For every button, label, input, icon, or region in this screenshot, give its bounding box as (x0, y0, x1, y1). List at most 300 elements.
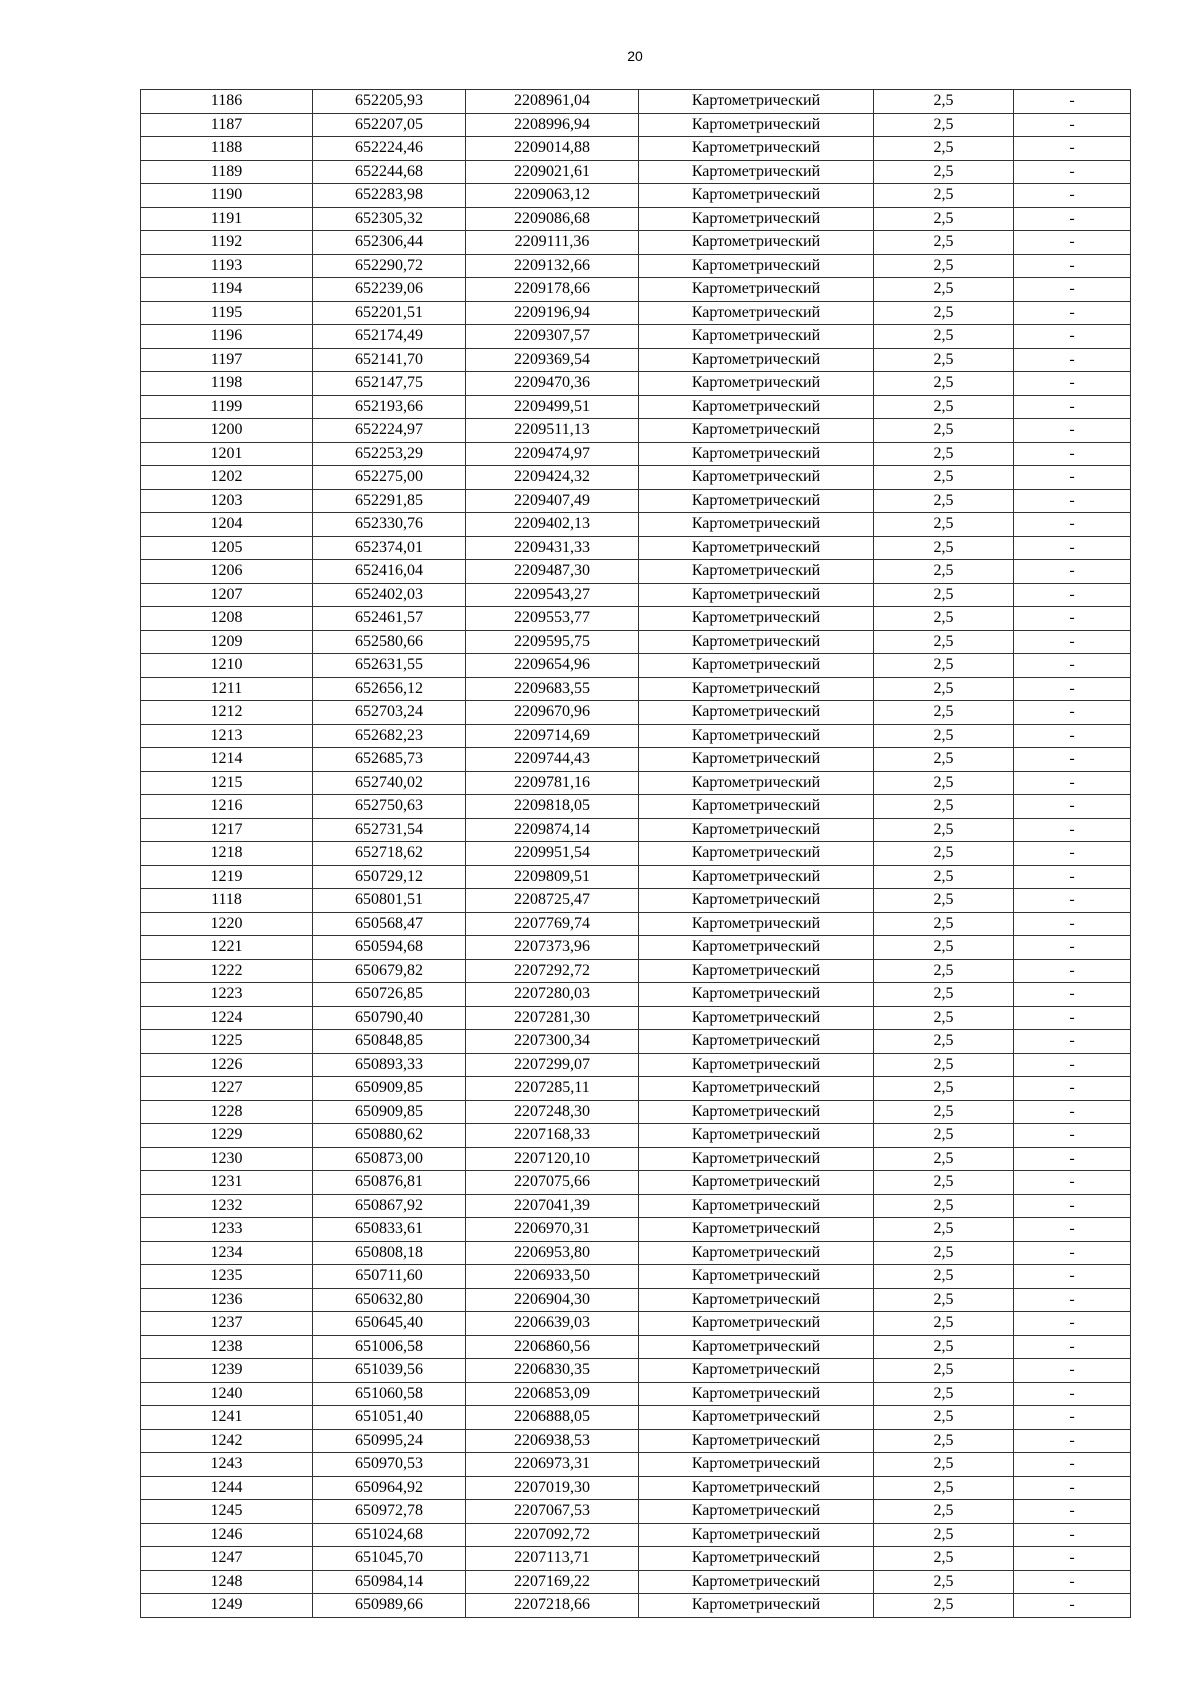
accuracy-cell: 2,5 (874, 983, 1014, 1007)
table-row (141, 325, 1131, 349)
point-number-cell: 1213 (141, 724, 313, 748)
accuracy-cell: 2,5 (874, 395, 1014, 419)
table-row (141, 936, 1131, 960)
y-coordinate-cell: 2209714,69 (466, 724, 639, 748)
method-cell: Картометрический (639, 1288, 874, 1312)
method-cell: Картометрический (639, 842, 874, 866)
description-cell: - (1014, 560, 1131, 584)
point-number-cell: 1206 (141, 560, 313, 584)
accuracy-cell: 2,5 (874, 1006, 1014, 1030)
table-row (141, 1500, 1131, 1524)
table-row (141, 442, 1131, 466)
accuracy-cell: 2,5 (874, 677, 1014, 701)
y-coordinate-cell: 2209818,05 (466, 795, 639, 819)
point-number-cell: 1210 (141, 654, 313, 678)
point-number-cell: 1220 (141, 912, 313, 936)
y-coordinate-cell: 2209670,96 (466, 701, 639, 725)
point-number-cell: 1203 (141, 489, 313, 513)
point-number-cell: 1223 (141, 983, 313, 1007)
x-coordinate-cell: 650867,92 (313, 1194, 466, 1218)
accuracy-cell: 2,5 (874, 912, 1014, 936)
accuracy-cell: 2,5 (874, 1288, 1014, 1312)
point-number-cell: 1239 (141, 1359, 313, 1383)
table-body (141, 90, 1131, 1618)
y-coordinate-cell: 2208996,94 (466, 113, 639, 137)
description-cell: - (1014, 395, 1131, 419)
method-cell: Картометрический (639, 1429, 874, 1453)
x-coordinate-cell: 652207,05 (313, 113, 466, 137)
x-coordinate-cell: 652330,76 (313, 513, 466, 537)
method-cell: Картометрический (639, 818, 874, 842)
method-cell: Картометрический (639, 1406, 874, 1430)
x-coordinate-cell: 652147,75 (313, 372, 466, 396)
x-coordinate-cell: 652244,68 (313, 160, 466, 184)
description-cell: - (1014, 1265, 1131, 1289)
method-cell: Картометрический (639, 583, 874, 607)
y-coordinate-cell: 2207075,66 (466, 1171, 639, 1195)
description-cell: - (1014, 1147, 1131, 1171)
x-coordinate-cell: 652685,73 (313, 748, 466, 772)
x-coordinate-cell: 652402,03 (313, 583, 466, 607)
description-cell: - (1014, 1476, 1131, 1500)
table-row (141, 1147, 1131, 1171)
accuracy-cell: 2,5 (874, 1523, 1014, 1547)
description-cell: - (1014, 278, 1131, 302)
point-number-cell: 1204 (141, 513, 313, 537)
method-cell: Картометрический (639, 466, 874, 490)
x-coordinate-cell: 650645,40 (313, 1312, 466, 1336)
point-number-cell: 1230 (141, 1147, 313, 1171)
description-cell: - (1014, 113, 1131, 137)
table-row (141, 1124, 1131, 1148)
x-coordinate-cell: 650995,24 (313, 1429, 466, 1453)
method-cell: Картометрический (639, 184, 874, 208)
description-cell: - (1014, 1500, 1131, 1524)
point-number-cell: 1249 (141, 1594, 313, 1618)
accuracy-cell: 2,5 (874, 865, 1014, 889)
table-row (141, 137, 1131, 161)
description-cell: - (1014, 1124, 1131, 1148)
table-row (141, 1594, 1131, 1618)
x-coordinate-cell: 652631,55 (313, 654, 466, 678)
y-coordinate-cell: 2207300,34 (466, 1030, 639, 1054)
description-cell: - (1014, 1312, 1131, 1336)
table-row (141, 90, 1131, 114)
point-number-cell: 1224 (141, 1006, 313, 1030)
x-coordinate-cell: 650909,85 (313, 1077, 466, 1101)
x-coordinate-cell: 650972,78 (313, 1500, 466, 1524)
x-coordinate-cell: 651006,58 (313, 1335, 466, 1359)
x-coordinate-cell: 651051,40 (313, 1406, 466, 1430)
point-number-cell: 1187 (141, 113, 313, 137)
accuracy-cell: 2,5 (874, 1171, 1014, 1195)
table-row (141, 795, 1131, 819)
description-cell: - (1014, 818, 1131, 842)
y-coordinate-cell: 2209063,12 (466, 184, 639, 208)
table-row (141, 513, 1131, 537)
y-coordinate-cell: 2209021,61 (466, 160, 639, 184)
method-cell: Картометрический (639, 348, 874, 372)
y-coordinate-cell: 2209543,27 (466, 583, 639, 607)
accuracy-cell: 2,5 (874, 1453, 1014, 1477)
point-number-cell: 1246 (141, 1523, 313, 1547)
description-cell: - (1014, 536, 1131, 560)
y-coordinate-cell: 2209470,36 (466, 372, 639, 396)
y-coordinate-cell: 2207281,30 (466, 1006, 639, 1030)
accuracy-cell: 2,5 (874, 583, 1014, 607)
accuracy-cell: 2,5 (874, 1147, 1014, 1171)
accuracy-cell: 2,5 (874, 1077, 1014, 1101)
description-cell: - (1014, 583, 1131, 607)
accuracy-cell: 2,5 (874, 278, 1014, 302)
table-row (141, 912, 1131, 936)
point-number-cell: 1186 (141, 90, 313, 114)
description-cell: - (1014, 137, 1131, 161)
y-coordinate-cell: 2207169,22 (466, 1570, 639, 1594)
method-cell: Картометрический (639, 1523, 874, 1547)
x-coordinate-cell: 652205,93 (313, 90, 466, 114)
y-coordinate-cell: 2209809,51 (466, 865, 639, 889)
point-number-cell: 1245 (141, 1500, 313, 1524)
table-row (141, 654, 1131, 678)
method-cell: Картометрический (639, 701, 874, 725)
point-number-cell: 1193 (141, 254, 313, 278)
point-number-cell: 1202 (141, 466, 313, 490)
x-coordinate-cell: 650909,85 (313, 1100, 466, 1124)
method-cell: Картометрический (639, 207, 874, 231)
method-cell: Картометрический (639, 889, 874, 913)
method-cell: Картометрический (639, 137, 874, 161)
accuracy-cell: 2,5 (874, 959, 1014, 983)
page-number: 20 (627, 48, 643, 64)
description-cell: - (1014, 701, 1131, 725)
x-coordinate-cell: 651060,58 (313, 1382, 466, 1406)
accuracy-cell: 2,5 (874, 654, 1014, 678)
method-cell: Картометрический (639, 607, 874, 631)
table-row (141, 1194, 1131, 1218)
method-cell: Картометрический (639, 771, 874, 795)
x-coordinate-cell: 650848,85 (313, 1030, 466, 1054)
point-number-cell: 1199 (141, 395, 313, 419)
accuracy-cell: 2,5 (874, 1194, 1014, 1218)
point-number-cell: 1201 (141, 442, 313, 466)
point-number-cell: 1205 (141, 536, 313, 560)
accuracy-cell: 2,5 (874, 771, 1014, 795)
accuracy-cell: 2,5 (874, 1100, 1014, 1124)
description-cell: - (1014, 912, 1131, 936)
description-cell: - (1014, 1570, 1131, 1594)
table-row (141, 818, 1131, 842)
point-number-cell: 1207 (141, 583, 313, 607)
accuracy-cell: 2,5 (874, 254, 1014, 278)
description-cell: - (1014, 842, 1131, 866)
description-cell: - (1014, 489, 1131, 513)
x-coordinate-cell: 651024,68 (313, 1523, 466, 1547)
method-cell: Картометрический (639, 1124, 874, 1148)
x-coordinate-cell: 652374,01 (313, 536, 466, 560)
accuracy-cell: 2,5 (874, 1335, 1014, 1359)
accuracy-cell: 2,5 (874, 842, 1014, 866)
y-coordinate-cell: 2207218,66 (466, 1594, 639, 1618)
description-cell: - (1014, 325, 1131, 349)
y-coordinate-cell: 2208961,04 (466, 90, 639, 114)
table-row (141, 207, 1131, 231)
accuracy-cell: 2,5 (874, 630, 1014, 654)
table-row (141, 889, 1131, 913)
x-coordinate-cell: 652193,66 (313, 395, 466, 419)
x-coordinate-cell: 652174,49 (313, 325, 466, 349)
description-cell: - (1014, 231, 1131, 255)
method-cell: Картометрический (639, 865, 874, 889)
x-coordinate-cell: 650880,62 (313, 1124, 466, 1148)
method-cell: Картометрический (639, 1171, 874, 1195)
description-cell: - (1014, 1171, 1131, 1195)
point-number-cell: 1222 (141, 959, 313, 983)
table-row (141, 489, 1131, 513)
method-cell: Картометрический (639, 1570, 874, 1594)
method-cell: Картометрический (639, 513, 874, 537)
method-cell: Картометрический (639, 231, 874, 255)
x-coordinate-cell: 652305,32 (313, 207, 466, 231)
table-row (141, 301, 1131, 325)
method-cell: Картометрический (639, 560, 874, 584)
accuracy-cell: 2,5 (874, 113, 1014, 137)
accuracy-cell: 2,5 (874, 513, 1014, 537)
accuracy-cell: 2,5 (874, 184, 1014, 208)
table-row (141, 842, 1131, 866)
description-cell: - (1014, 1006, 1131, 1030)
table-row (141, 1265, 1131, 1289)
point-number-cell: 1221 (141, 936, 313, 960)
point-number-cell: 1238 (141, 1335, 313, 1359)
description-cell: - (1014, 1194, 1131, 1218)
description-cell: - (1014, 207, 1131, 231)
accuracy-cell: 2,5 (874, 560, 1014, 584)
y-coordinate-cell: 2209086,68 (466, 207, 639, 231)
accuracy-cell: 2,5 (874, 748, 1014, 772)
method-cell: Картометрический (639, 677, 874, 701)
x-coordinate-cell: 650893,33 (313, 1053, 466, 1077)
point-number-cell: 1244 (141, 1476, 313, 1500)
y-coordinate-cell: 2209178,66 (466, 278, 639, 302)
table-row (141, 1570, 1131, 1594)
description-cell: - (1014, 630, 1131, 654)
table-row (141, 1406, 1131, 1430)
table-row (141, 959, 1131, 983)
description-cell: - (1014, 1523, 1131, 1547)
description-cell: - (1014, 677, 1131, 701)
y-coordinate-cell: 2207092,72 (466, 1523, 639, 1547)
table-row (141, 419, 1131, 443)
y-coordinate-cell: 2207292,72 (466, 959, 639, 983)
table-row (141, 771, 1131, 795)
y-coordinate-cell: 2209407,49 (466, 489, 639, 513)
table-row (141, 1359, 1131, 1383)
method-cell: Картометрический (639, 1547, 874, 1571)
accuracy-cell: 2,5 (874, 1218, 1014, 1242)
y-coordinate-cell: 2209654,96 (466, 654, 639, 678)
x-coordinate-cell: 652740,02 (313, 771, 466, 795)
accuracy-cell: 2,5 (874, 1053, 1014, 1077)
y-coordinate-cell: 2208725,47 (466, 889, 639, 913)
description-cell: - (1014, 1429, 1131, 1453)
y-coordinate-cell: 2207067,53 (466, 1500, 639, 1524)
accuracy-cell: 2,5 (874, 1406, 1014, 1430)
y-coordinate-cell: 2207285,11 (466, 1077, 639, 1101)
y-coordinate-cell: 2209951,54 (466, 842, 639, 866)
method-cell: Картометрический (639, 1218, 874, 1242)
method-cell: Картометрический (639, 1030, 874, 1054)
x-coordinate-cell: 650970,53 (313, 1453, 466, 1477)
description-cell: - (1014, 254, 1131, 278)
y-coordinate-cell: 2206953,80 (466, 1241, 639, 1265)
accuracy-cell: 2,5 (874, 325, 1014, 349)
description-cell: - (1014, 1288, 1131, 1312)
y-coordinate-cell: 2209499,51 (466, 395, 639, 419)
y-coordinate-cell: 2209369,54 (466, 348, 639, 372)
method-cell: Картометрический (639, 278, 874, 302)
method-cell: Картометрический (639, 1006, 874, 1030)
method-cell: Картометрический (639, 254, 874, 278)
method-cell: Картометрический (639, 912, 874, 936)
y-coordinate-cell: 2209014,88 (466, 137, 639, 161)
accuracy-cell: 2,5 (874, 1476, 1014, 1500)
x-coordinate-cell: 650833,61 (313, 1218, 466, 1242)
table-row (141, 1429, 1131, 1453)
point-number-cell: 1236 (141, 1288, 313, 1312)
method-cell: Картометрический (639, 1359, 874, 1383)
point-number-cell: 1218 (141, 842, 313, 866)
accuracy-cell: 2,5 (874, 607, 1014, 631)
accuracy-cell: 2,5 (874, 231, 1014, 255)
method-cell: Картометрический (639, 959, 874, 983)
y-coordinate-cell: 2206853,09 (466, 1382, 639, 1406)
y-coordinate-cell: 2206973,31 (466, 1453, 639, 1477)
table-row (141, 701, 1131, 725)
table-row (141, 1288, 1131, 1312)
y-coordinate-cell: 2206938,53 (466, 1429, 639, 1453)
description-cell: - (1014, 1406, 1131, 1430)
x-coordinate-cell: 650989,66 (313, 1594, 466, 1618)
y-coordinate-cell: 2207373,96 (466, 936, 639, 960)
description-cell: - (1014, 301, 1131, 325)
x-coordinate-cell: 652750,63 (313, 795, 466, 819)
method-cell: Картометрический (639, 724, 874, 748)
point-number-cell: 1233 (141, 1218, 313, 1242)
method-cell: Картометрический (639, 113, 874, 137)
description-cell: - (1014, 983, 1131, 1007)
table-row (141, 1077, 1131, 1101)
x-coordinate-cell: 652253,29 (313, 442, 466, 466)
description-cell: - (1014, 1453, 1131, 1477)
x-coordinate-cell: 651045,70 (313, 1547, 466, 1571)
description-cell: - (1014, 1359, 1131, 1383)
accuracy-cell: 2,5 (874, 889, 1014, 913)
point-number-cell: 1228 (141, 1100, 313, 1124)
accuracy-cell: 2,5 (874, 1570, 1014, 1594)
description-cell: - (1014, 889, 1131, 913)
accuracy-cell: 2,5 (874, 207, 1014, 231)
accuracy-cell: 2,5 (874, 1594, 1014, 1618)
x-coordinate-cell: 650632,80 (313, 1288, 466, 1312)
description-cell: - (1014, 1100, 1131, 1124)
point-number-cell: 1188 (141, 137, 313, 161)
point-number-cell: 1208 (141, 607, 313, 631)
description-cell: - (1014, 771, 1131, 795)
method-cell: Картометрический (639, 1312, 874, 1336)
x-coordinate-cell: 652718,62 (313, 842, 466, 866)
point-number-cell: 1212 (141, 701, 313, 725)
description-cell: - (1014, 865, 1131, 889)
x-coordinate-cell: 652224,97 (313, 419, 466, 443)
method-cell: Картометрический (639, 1476, 874, 1500)
description-cell: - (1014, 936, 1131, 960)
point-number-cell: 1234 (141, 1241, 313, 1265)
accuracy-cell: 2,5 (874, 301, 1014, 325)
y-coordinate-cell: 2207769,74 (466, 912, 639, 936)
method-cell: Картометрический (639, 1265, 874, 1289)
method-cell: Картометрический (639, 1500, 874, 1524)
table-row (141, 372, 1131, 396)
accuracy-cell: 2,5 (874, 1382, 1014, 1406)
description-cell: - (1014, 513, 1131, 537)
point-number-cell: 1194 (141, 278, 313, 302)
method-cell: Картометрический (639, 1453, 874, 1477)
x-coordinate-cell: 650711,60 (313, 1265, 466, 1289)
method-cell: Картометрический (639, 160, 874, 184)
x-coordinate-cell: 652290,72 (313, 254, 466, 278)
method-cell: Картометрический (639, 372, 874, 396)
x-coordinate-cell: 652239,06 (313, 278, 466, 302)
y-coordinate-cell: 2206888,05 (466, 1406, 639, 1430)
x-coordinate-cell: 650876,81 (313, 1171, 466, 1195)
accuracy-cell: 2,5 (874, 1241, 1014, 1265)
table-row (141, 1006, 1131, 1030)
accuracy-cell: 2,5 (874, 795, 1014, 819)
accuracy-cell: 2,5 (874, 1030, 1014, 1054)
table-row (141, 1171, 1131, 1195)
method-cell: Картометрический (639, 325, 874, 349)
y-coordinate-cell: 2209683,55 (466, 677, 639, 701)
accuracy-cell: 2,5 (874, 1359, 1014, 1383)
method-cell: Картометрический (639, 1147, 874, 1171)
point-number-cell: 1198 (141, 372, 313, 396)
x-coordinate-cell: 652731,54 (313, 818, 466, 842)
table-row (141, 278, 1131, 302)
accuracy-cell: 2,5 (874, 442, 1014, 466)
table-row (141, 1218, 1131, 1242)
method-cell: Картометрический (639, 936, 874, 960)
x-coordinate-cell: 650873,00 (313, 1147, 466, 1171)
method-cell: Картометрический (639, 748, 874, 772)
table-row (141, 583, 1131, 607)
coordinates-table (140, 89, 1131, 1618)
accuracy-cell: 2,5 (874, 936, 1014, 960)
x-coordinate-cell: 650679,82 (313, 959, 466, 983)
method-cell: Картометрический (639, 630, 874, 654)
method-cell: Картометрический (639, 795, 874, 819)
y-coordinate-cell: 2206904,30 (466, 1288, 639, 1312)
description-cell: - (1014, 348, 1131, 372)
y-coordinate-cell: 2209553,77 (466, 607, 639, 631)
point-number-cell: 1242 (141, 1429, 313, 1453)
accuracy-cell: 2,5 (874, 701, 1014, 725)
x-coordinate-cell: 650594,68 (313, 936, 466, 960)
x-coordinate-cell: 652224,46 (313, 137, 466, 161)
x-coordinate-cell: 652141,70 (313, 348, 466, 372)
y-coordinate-cell: 2209744,43 (466, 748, 639, 772)
y-coordinate-cell: 2209511,13 (466, 419, 639, 443)
